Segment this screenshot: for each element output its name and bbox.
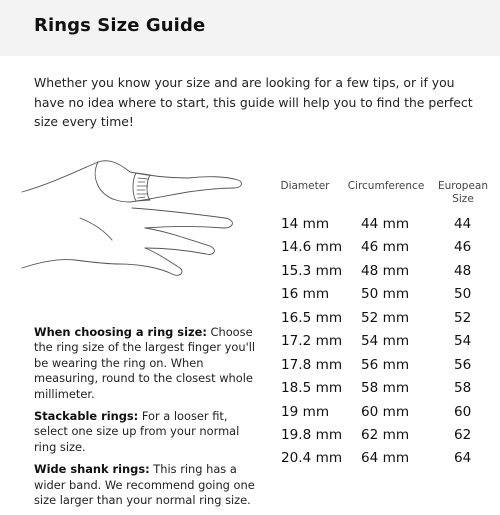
- european-size-cell: 52: [454, 309, 472, 326]
- diameter-cell: 20.4 mm: [281, 450, 343, 467]
- european-size-cell: 56: [454, 356, 472, 373]
- circumference-cell: 58 mm: [361, 380, 410, 397]
- diameter-cell: 14.6 mm: [281, 239, 343, 256]
- intro-text: Whether you know your size and are looking for a few tips, or if you have no idea where to start, this guide will help you to find the perfect size every time!: [34, 75, 473, 129]
- european-size-cell: 48: [454, 262, 472, 279]
- tip-choosing-size: [34, 325, 256, 402]
- table-row: [276, 310, 496, 333]
- circumference-cell: 46 mm: [361, 239, 410, 256]
- table-row: [276, 216, 496, 239]
- column-header-circumference: Circumference: [347, 180, 425, 192]
- circumference-cell: 50 mm: [361, 286, 410, 303]
- diameter-cell: 15.3 mm: [281, 262, 343, 279]
- circumference-cell: 44 mm: [361, 216, 410, 232]
- european-size-cell: 50: [454, 286, 472, 303]
- tip-text: For a looser fit, select one size up from your normal ring size.: [34, 409, 240, 454]
- hand-ring-illustration: [20, 150, 250, 300]
- circumference-cell: 56 mm: [361, 356, 410, 373]
- table-row: [276, 333, 496, 356]
- table-row: [276, 380, 496, 403]
- tip-stackable-rings: [34, 409, 256, 455]
- circumference-cell: 64 mm: [361, 450, 410, 467]
- european-size-cell: 64: [454, 450, 472, 467]
- diameter-cell: 16 mm: [281, 286, 330, 303]
- circumference-cell: 48 mm: [361, 262, 410, 279]
- header-bar: [0, 0, 500, 56]
- european-size-cell: 54: [454, 333, 472, 350]
- page-title: Rings Size Guide: [34, 15, 206, 36]
- tip-wide-shank-rings: [34, 462, 256, 508]
- diameter-cell: 19.8 mm: [281, 426, 343, 443]
- table-row: [276, 263, 496, 286]
- european-size-cell: 44: [454, 216, 472, 232]
- diameter-cell: 18.5 mm: [281, 380, 343, 397]
- diameter-cell: 17.8 mm: [281, 356, 343, 373]
- european-size-cell: 58: [454, 380, 472, 397]
- circumference-cell: 52 mm: [361, 309, 410, 326]
- diameter-cell: 17.2 mm: [281, 333, 343, 350]
- size-table: [276, 216, 496, 474]
- table-row: [276, 427, 496, 450]
- tip-heading: When choosing a ring size:: [34, 325, 207, 339]
- circumference-cell: 54 mm: [361, 333, 410, 350]
- table-row: [276, 404, 496, 427]
- column-header-european-size: European Size: [437, 180, 488, 205]
- european-size-cell: 60: [454, 403, 472, 420]
- european-size-cell: 46: [454, 239, 472, 256]
- table-row: [276, 357, 496, 380]
- table-row: [276, 286, 496, 309]
- diameter-cell: 16.5 mm: [281, 309, 343, 326]
- column-header-diameter: Diameter: [280, 180, 330, 192]
- european-size-cell: 62: [454, 426, 472, 443]
- diameter-cell: 14 mm: [281, 216, 330, 232]
- tip-text: This ring has a wider band. We recommend going one size larger than your normal ring size.: [34, 462, 255, 508]
- diameter-cell: 19 mm: [281, 403, 330, 420]
- tips-section: [34, 325, 256, 515]
- tip-heading: Wide shank rings:: [34, 462, 150, 477]
- tip-heading: Stackable rings:: [34, 409, 139, 424]
- tip-text: Choose the ring size of the largest finger you'll be wearing the ring on. When measuring, round to the closest whole millimeter.: [34, 325, 256, 401]
- table-row: [276, 239, 496, 262]
- circumference-cell: 62 mm: [361, 426, 410, 443]
- circumference-cell: 60 mm: [361, 403, 410, 420]
- table-row: [276, 450, 496, 473]
